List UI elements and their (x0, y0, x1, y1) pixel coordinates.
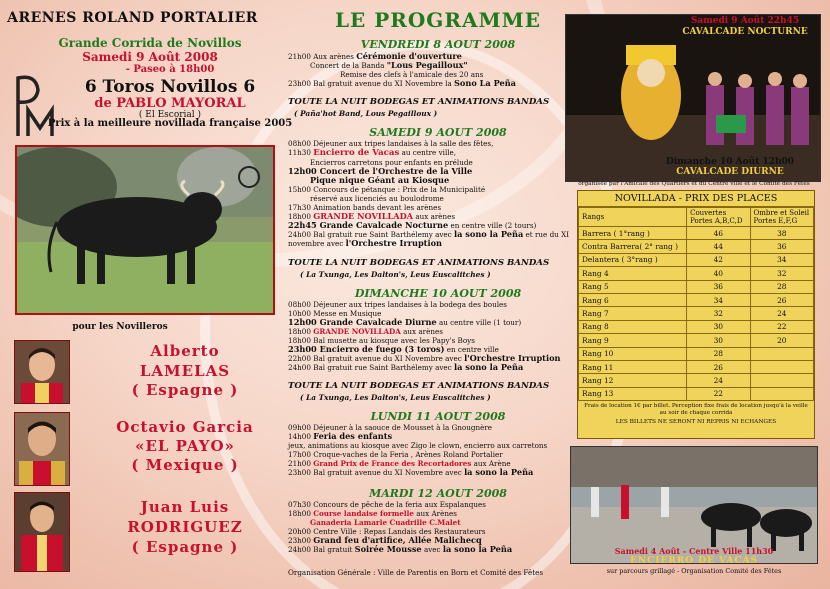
couvertes-price-cell: 44 (687, 240, 750, 253)
couvertes-price-cell: 46 (687, 227, 750, 240)
event-date: Samedi 9 Août 2008 (82, 50, 218, 64)
day-parade-date: Dimanche 10 Août 12h00 (665, 157, 795, 167)
day-title-saturday: SAMEDI 9 AOUT 2008 (369, 126, 507, 139)
event-line: 21h00 Grand Prix de France des Recortadores aux Arène (288, 459, 511, 468)
header-couvertes: Couvertes Portes A,B,C,D (687, 208, 750, 227)
event-line: Concert de la Banda "Lous Pegailloux" (310, 60, 468, 70)
encierro-date: Samedi 4 Août - Centre Ville 11h30 (614, 546, 774, 556)
rang-cell: Rang 4 (579, 267, 687, 280)
table-row (579, 347, 814, 360)
novillero-1-first: Alberto (150, 342, 220, 360)
saturday-events (288, 139, 569, 248)
novillero-3-country: ( Espagne ) (131, 538, 239, 556)
rang-cell: Rang 8 (579, 320, 687, 333)
event-line: 23h00 Bal gratuit avenue du XI Novembre avec la sono la Peña (288, 467, 534, 477)
event-line: 22h00 Bal gratuit avenue du XI Novembre avec l'Orchestre Irruption (288, 353, 561, 363)
event-line: 23h00 Bal gratuit avenue du XI Novembre la Sono La Peña (288, 78, 516, 88)
day-title-sunday: DIMANCHE 10 AOUT 2008 (354, 287, 522, 300)
encierro-note: sur parcours grillagé - Organisation Comité des Fêtes (606, 567, 782, 575)
event-line: Pique nique Géant au Kiosque (310, 175, 450, 185)
table-row (579, 360, 814, 373)
novillero-1-last: LAMELAS (139, 362, 231, 380)
couvertes-price-cell: 30 (687, 320, 750, 333)
ombre-price-cell: 28 (750, 280, 813, 293)
day-title-monday: LUNDI 11 AOUT 2008 (370, 410, 506, 423)
event-line: 10h00 Messe en Musique (288, 309, 382, 318)
ombre-price-cell: 36 (750, 240, 813, 253)
couvertes-price-cell: 22 (687, 387, 750, 400)
event-line: 18h00 Course landaise formelle aux Arènes (288, 509, 457, 518)
prize-text: Prix à la meilleure novillada française 2005 (47, 118, 293, 129)
event-line: 23h00 Grand feu d'artifice, Allée Malichecq (288, 535, 482, 545)
rang-cell: Contra Barrera( 2° rang ) (579, 240, 687, 253)
event-line: 08h00 Déjeuner aux tripes landaises à la bodega des boules (288, 300, 507, 309)
saturday-caption-bands: ( La Txunga, Les Dalton's, Leus Euscalitches ) (300, 270, 491, 279)
couvertes-price-cell: 42 (687, 253, 750, 266)
header-ombre: Ombre et Soleil Portes E,F,G (750, 208, 813, 227)
sunday-caption: TOUTE LA NUIT BODEGAS ET ANIMATIONS BANDAS (288, 381, 550, 391)
organisation-footer: Organisation Générale : Ville de Parentis en Born et Comité des Fêtes (288, 568, 544, 577)
ombre-price-cell: 34 (750, 253, 813, 266)
event-line: 12h00 Concert de l'Orchestre de la Ville (288, 166, 473, 176)
couvertes-price-cell: 40 (687, 267, 750, 280)
novillero-photo-3 (14, 492, 70, 572)
novillero-2-country: ( Mexique ) (131, 456, 239, 474)
table-row (579, 374, 814, 387)
event-line: 17h00 Croque-vaches de la Feria , Arènes Roland Portalier (288, 450, 503, 459)
rang-cell: Rang 13 (579, 387, 687, 400)
event-line: 09h00 Déjeuner à la saouce de Mousset à la Gnougnère (288, 423, 493, 432)
table-row (579, 240, 814, 253)
event-line: 24h00 Bal gratuit Soirée Mousse avec la sono la Peña (288, 544, 513, 554)
table-no-exchange-note: LES BILLETS NE SERONT NI REPRIS NI ECHANGES (615, 419, 777, 426)
table-fee-note: Frais de location 1€ par billet. Perception fixe frais de location jusqu'à la veille au soir de chaque corrida (584, 403, 808, 417)
novillero-2-first: Octavio Garcia (116, 418, 254, 436)
friday-caption-bands: ( Paña'hot Band, Lous Pegailloux ) (294, 109, 438, 118)
event-line: 12h00 Grande Cavalcade Diurne au centre ville (1 tour) (288, 317, 522, 327)
day-title-tuesday: MARDI 12 AOUT 2008 (369, 487, 507, 500)
event-line: 07h30 Concours de pêche de la feria aux Espalanques (288, 500, 486, 509)
event-line: 08h00 Déjeuner aux tripes landaises à la salle des fêtes, (288, 139, 494, 148)
ombre-price-cell: 22 (750, 320, 813, 333)
event-line: Ganaderia Lamarle Cuadrille C.Malet (310, 518, 461, 527)
sunday-caption-bands: ( La Txunga, Les Dalton's, Leus Euscalitches ) (300, 393, 491, 402)
event-line: réservé aux licenciés au boulodrome (310, 194, 444, 203)
table-row (579, 387, 814, 400)
ranch-name: de PABLO MAYORAL (94, 96, 246, 111)
rang-cell: Delantera ( 3°rang ) (579, 253, 687, 266)
couvertes-price-cell: 26 (687, 360, 750, 373)
ombre-price-cell: 26 (750, 293, 813, 306)
paseo-time: - Paseo à 18h00 (125, 64, 215, 75)
price-table (577, 190, 815, 439)
couvertes-price-cell: 30 (687, 334, 750, 347)
ombre-price-cell: 32 (750, 267, 813, 280)
rang-cell: Rang 12 (579, 374, 687, 387)
table-row (579, 334, 814, 347)
ombre-price-cell: 38 (750, 227, 813, 240)
saturday-caption: TOUTE LA NUIT BODEGAS ET ANIMATIONS BANDAS (288, 258, 550, 268)
monday-events (288, 423, 547, 477)
tuesday-events (288, 500, 512, 554)
ombre-price-cell: 24 (750, 307, 813, 320)
day-parade-title: CAVALCADE DIURNE (676, 167, 784, 177)
novillero-photo-1 (14, 340, 70, 404)
sunday-events (288, 300, 560, 372)
novillero-photo-2 (14, 412, 70, 486)
rang-cell: Rang 6 (579, 293, 687, 306)
rang-cell: Rang 10 (579, 347, 687, 360)
rang-cell: Rang 9 (579, 334, 687, 347)
event-line: jeux, animations au kiosque avec Zigo le clown, encierro aux carretons (288, 441, 548, 450)
table-row (579, 307, 814, 320)
couvertes-price-cell: 34 (687, 293, 750, 306)
novillero-2-last: «EL PAYO» (135, 437, 235, 455)
rang-cell: Barrera ( 1°rang ) (579, 227, 687, 240)
event-line: 24h00 Bal gratuit rue Saint Barthélemy avec la sono la Peña et rue du XI (288, 229, 570, 239)
bulls-count: 6 Toros Novillos 6 (84, 77, 256, 97)
bull-photo (15, 145, 275, 315)
ranch-origin: ( El Escorial ) (138, 110, 202, 120)
for-novilleros-label: pour les Novilleros (72, 322, 168, 332)
event-line: 18h00 Bal musette au kiosque avec les Papy's Boys (288, 336, 475, 345)
price-table-title: NOVILLADA - PRIX DES PLACES (578, 191, 814, 207)
friday-events (288, 52, 516, 88)
table-row (579, 320, 814, 333)
couvertes-price-cell: 24 (687, 374, 750, 387)
program-title: LE PROGRAMME (334, 8, 542, 32)
event-line: 15h00 Concours de pétanque : Prix de la Municipalité (288, 185, 486, 194)
ombre-price-cell: 20 (750, 334, 813, 347)
ombre-price-cell (750, 360, 813, 373)
event-line: 23h00 Encierro de fuego (3 toros) en centre ville (288, 344, 499, 354)
table-row (579, 280, 814, 293)
event-line: 24h00 Bal gratuit rue Saint Barthélemy avec la sono la Peña (288, 362, 524, 372)
table-row (579, 293, 814, 306)
friday-caption: TOUTE LA NUIT BODEGAS ET ANIMATIONS BANDAS (288, 97, 550, 107)
ombre-price-cell (750, 374, 813, 387)
novillero-3-first: Juan Luis (140, 498, 230, 516)
night-parade-date: Samedi 9 Août 22h45 (690, 16, 800, 26)
couvertes-price-cell: 28 (687, 347, 750, 360)
event-line: 18h00 GRANDE NOVILLADA aux arènes (288, 327, 443, 336)
novillero-3-last: RODRIGUEZ (127, 518, 243, 536)
event-line: 14h00 Feria des enfants (288, 431, 393, 441)
rang-cell: Rang 7 (579, 307, 687, 320)
table-header-row (579, 208, 814, 227)
parade-organiser: organisée par l'Amicale des Quartiers et du Centre ville et le Comité des Fêtes (578, 181, 810, 187)
event-line: 11h30 Encierro de Vacas au centre ville, (288, 148, 457, 158)
price-table-grid (578, 207, 814, 401)
night-parade-title: CAVALCADE NOCTURNE (682, 27, 808, 37)
couvertes-price-cell: 32 (687, 307, 750, 320)
table-row (579, 267, 814, 280)
event-line: Remise des clefs à l'amicale des 20 ans (340, 70, 484, 79)
header-rangs: Rangs (579, 208, 687, 227)
event-line: 22h45 Grande Cavalcade Nocturne en centre ville (2 tours) (288, 220, 537, 230)
event-line: 18h00 GRANDE NOVILLADA aux arènes (288, 211, 456, 221)
rang-cell: Rang 11 (579, 360, 687, 373)
event-line: 17h30 Animation bands devant les arènes (288, 203, 442, 212)
table-row (579, 253, 814, 266)
novillero-1-country: ( Espagne ) (131, 381, 239, 399)
event-line: 21h00 Aux arènes Cérémonie d'ouverture (288, 51, 462, 61)
ombre-price-cell (750, 347, 813, 360)
table-row (579, 227, 814, 240)
encierro-title: ENCIERRO DE VACAS (630, 556, 758, 566)
event-line: novembre avec l'Orchestre Irruption (288, 238, 442, 248)
day-title-friday: VENDREDI 8 AOUT 2008 (360, 38, 516, 51)
event-name: Grande Corrida de Novillos (58, 36, 242, 50)
ombre-price-cell (750, 387, 813, 400)
arena-name: ARENES ROLAND PORTALIER (7, 10, 258, 26)
event-line: Encierros carretons pour enfants en prélude (310, 158, 473, 167)
event-line: 20h00 Centre Ville : Repas Landais des Restaurateurs (288, 527, 486, 536)
rang-cell: Rang 5 (579, 280, 687, 293)
couvertes-price-cell: 36 (687, 280, 750, 293)
